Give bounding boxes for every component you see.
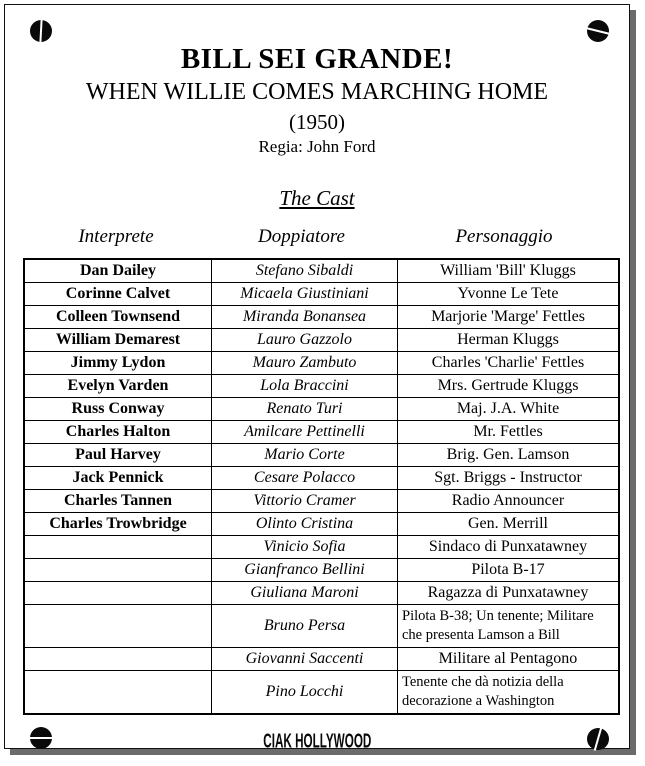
cell-personaggio: William 'Bill' Kluggs <box>398 259 620 283</box>
cell-interprete <box>24 581 212 604</box>
cell-personaggio: Sgt. Briggs - Instructor <box>398 466 620 489</box>
cell-interprete <box>24 604 212 647</box>
cell-personaggio: Brig. Gen. Lamson <box>398 443 620 466</box>
cast-row <box>24 604 619 647</box>
cell-interprete <box>24 558 212 581</box>
column-header-personaggio: Personaggio <box>455 225 553 247</box>
cell-personaggio: Ragazza di Punxatawney <box>398 581 620 604</box>
cell-doppiatore: Miranda Bonansea <box>212 305 398 328</box>
cell-personaggio: Marjorie 'Marge' Fettles <box>398 305 620 328</box>
cell-personaggio: Herman Kluggs <box>398 328 620 351</box>
cell-doppiatore: Olinto Cristina <box>212 512 398 535</box>
cast-row <box>24 420 619 443</box>
cell-personaggio: Yvonne Le Tete <box>398 282 620 305</box>
cell-personaggio: Pilota B-17 <box>398 558 620 581</box>
column-headers <box>23 226 614 248</box>
cell-doppiatore: Amilcare Pettinelli <box>212 420 398 443</box>
cell-doppiatore: Pino Locchi <box>212 670 398 714</box>
studio-logo-text: CIAK HOLLYWOOD <box>262 730 372 753</box>
cell-doppiatore: Gianfranco Bellini <box>212 558 398 581</box>
cell-doppiatore: Micaela Giustiniani <box>212 282 398 305</box>
cell-interprete <box>24 670 212 714</box>
cell-interprete: Jimmy Lydon <box>24 351 212 374</box>
cell-doppiatore: Mario Corte <box>212 443 398 466</box>
screw-icon <box>30 20 52 42</box>
cast-row <box>24 397 619 420</box>
cast-row <box>24 466 619 489</box>
cast-row <box>24 351 619 374</box>
cast-section-title <box>5 186 629 211</box>
cell-doppiatore: Renato Turi <box>212 397 398 420</box>
cell-interprete: Paul Harvey <box>24 443 212 466</box>
cell-personaggio: Pilota B-38; Un tenente; Militare che presenta Lamson a Bill <box>398 604 620 647</box>
screw-icon <box>587 20 609 42</box>
cast-row <box>24 558 619 581</box>
cell-doppiatore: Mauro Zambuto <box>212 351 398 374</box>
cast-row <box>24 305 619 328</box>
screw-slot <box>39 19 42 43</box>
cell-personaggio: Militare al Pentagono <box>398 647 620 670</box>
studio-logo <box>5 730 629 753</box>
title-block <box>5 5 629 157</box>
cell-personaggio: Gen. Merrill <box>398 512 620 535</box>
cell-interprete <box>24 647 212 670</box>
cast-row <box>24 282 619 305</box>
cell-personaggio: Radio Announcer <box>398 489 620 512</box>
column-header-doppiatore: Doppiatore <box>258 225 345 247</box>
cell-interprete: Charles Trowbridge <box>24 512 212 535</box>
cell-personaggio: Maj. J.A. White <box>398 397 620 420</box>
cell-interprete: William Demarest <box>24 328 212 351</box>
cell-personaggio: Tenente che dà notizia della decorazione a Washington <box>398 670 620 714</box>
cell-interprete: Evelyn Varden <box>24 374 212 397</box>
cell-interprete: Corinne Calvet <box>24 282 212 305</box>
cell-doppiatore: Lola Braccini <box>212 374 398 397</box>
cast-table-body <box>24 259 619 715</box>
cell-doppiatore: Vinicio Sofia <box>212 535 398 558</box>
original-title: WHEN WILLIE COMES MARCHING HOME <box>85 79 549 106</box>
cell-interprete: Charles Tannen <box>24 489 212 512</box>
cell-doppiatore: Vittorio Cramer <box>212 489 398 512</box>
cast-section-title-text: The Cast <box>279 185 355 210</box>
cell-doppiatore: Bruno Persa <box>212 604 398 647</box>
cell-doppiatore: Lauro Gazzolo <box>212 328 398 351</box>
cell-interprete: Charles Halton <box>24 420 212 443</box>
cast-row <box>24 512 619 535</box>
film-year: (1950) <box>289 109 345 134</box>
cell-personaggio: Sindaco di Punxatawney <box>398 535 620 558</box>
director-line: Regia: John Ford <box>258 137 376 157</box>
cast-row <box>24 581 619 604</box>
screw-slot <box>586 27 610 35</box>
cast-row <box>24 374 619 397</box>
cast-row <box>24 670 619 714</box>
cast-row <box>24 259 619 283</box>
cell-interprete <box>24 535 212 558</box>
cell-doppiatore: Stefano Sibaldi <box>212 259 398 283</box>
cell-interprete: Jack Pennick <box>24 466 212 489</box>
cell-personaggio: Charles 'Charlie' Fettles <box>398 351 620 374</box>
plaque-frame <box>4 4 630 753</box>
cast-table <box>23 258 620 716</box>
italian-title: BILL SEI GRANDE! <box>180 43 454 75</box>
cast-row <box>24 647 619 670</box>
cast-row <box>24 443 619 466</box>
cast-row <box>24 328 619 351</box>
cell-doppiatore: Giovanni Saccenti <box>212 647 398 670</box>
cast-row <box>24 535 619 558</box>
cell-doppiatore: Giuliana Maroni <box>212 581 398 604</box>
cell-interprete: Russ Conway <box>24 397 212 420</box>
cell-personaggio: Mr. Fettles <box>398 420 620 443</box>
cast-row <box>24 489 619 512</box>
cell-interprete: Dan Dailey <box>24 259 212 283</box>
column-header-interprete: Interprete <box>78 225 154 247</box>
cell-doppiatore: Cesare Polacco <box>212 466 398 489</box>
cell-personaggio: Mrs. Gertrude Kluggs <box>398 374 620 397</box>
cell-interprete: Colleen Townsend <box>24 305 212 328</box>
